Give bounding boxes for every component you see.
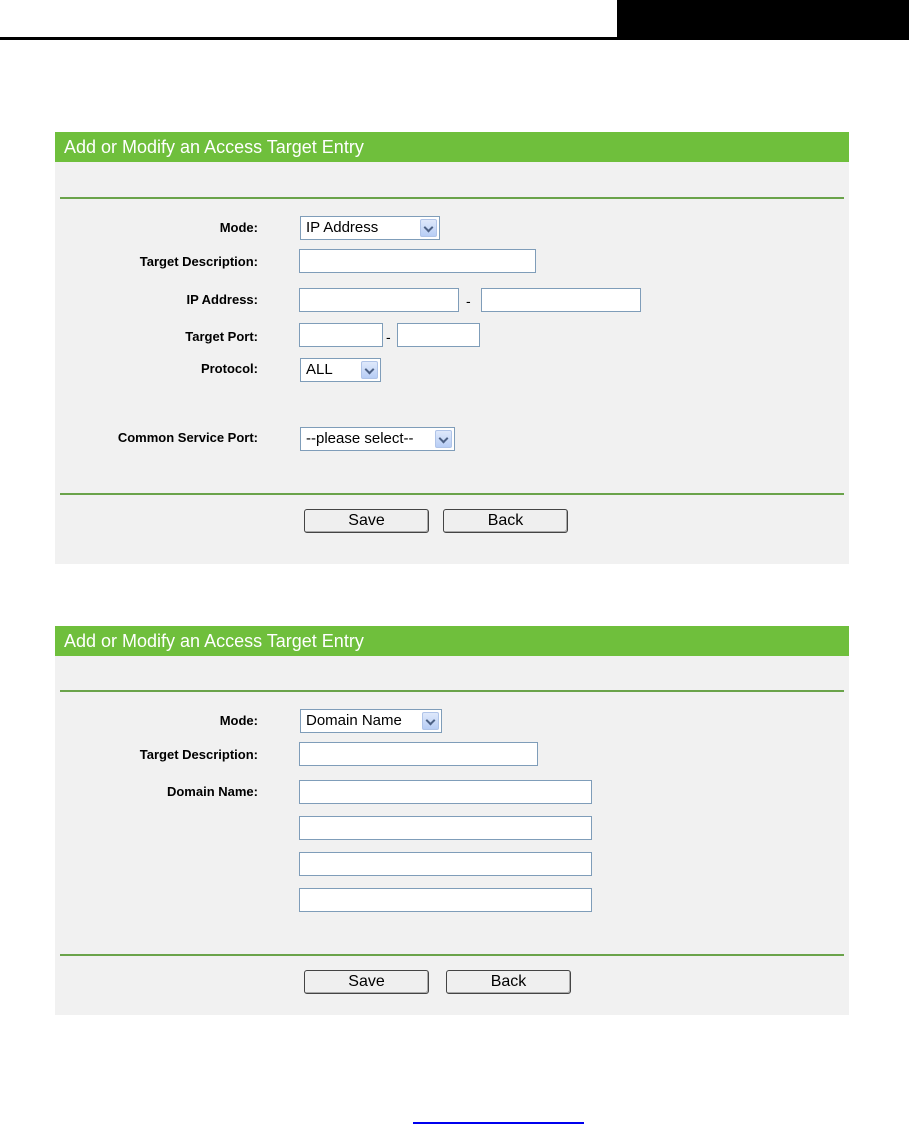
mode-select-value: Domain Name: [306, 712, 402, 729]
target-port-end-input[interactable]: [397, 323, 480, 347]
protocol-label: Protocol:: [200, 361, 258, 376]
ip-address-end-input[interactable]: [481, 288, 641, 312]
save-button[interactable]: Save: [304, 970, 429, 994]
chevron-down-icon: [435, 430, 452, 448]
target-port-label: Target Port:: [185, 329, 258, 344]
mode-label: Mode:: [219, 220, 258, 235]
protocol-select[interactable]: [300, 358, 381, 382]
mode-select-value: IP Address: [306, 219, 379, 236]
domain-name-input-3[interactable]: [299, 852, 592, 876]
domain-name-input-4[interactable]: [299, 888, 592, 912]
divider-bottom: [60, 493, 844, 495]
panel-title: Add or Modify an Access Target Entry: [55, 132, 849, 162]
protocol-select-value: ALL: [306, 361, 333, 378]
domain-name-label: Domain Name:: [166, 784, 258, 799]
chevron-down-icon: [361, 361, 378, 379]
save-button[interactable]: Save: [304, 509, 429, 533]
ip-range-separator: -: [466, 293, 471, 309]
ip-address-start-input[interactable]: [299, 288, 459, 312]
port-range-separator: -: [386, 329, 391, 345]
target-description-input[interactable]: [299, 742, 538, 766]
footer-link-underline[interactable]: [413, 1122, 584, 1124]
chevron-down-icon: [420, 219, 437, 237]
access-target-panel-domain: [55, 626, 849, 1015]
mode-label: Mode:: [219, 713, 258, 728]
chevron-down-icon: [422, 712, 439, 730]
mode-select[interactable]: [300, 216, 440, 240]
common-service-port-value: --please select--: [306, 430, 414, 447]
target-description-input[interactable]: [299, 249, 536, 273]
domain-name-input-2[interactable]: [299, 816, 592, 840]
divider-bottom: [60, 954, 844, 956]
divider-top: [60, 197, 844, 199]
common-service-port-select[interactable]: [300, 427, 455, 451]
ip-address-label: IP Address:: [186, 292, 258, 307]
header-rule: [0, 37, 617, 40]
target-description-label: Target Description:: [139, 747, 258, 762]
mode-select[interactable]: [300, 709, 442, 733]
target-description-label: Target Description:: [139, 254, 258, 269]
divider-top: [60, 690, 844, 692]
panel-title: Add or Modify an Access Target Entry: [55, 626, 849, 656]
header-block: [617, 0, 909, 40]
common-service-port-label: Common Service Port:: [117, 430, 258, 445]
target-port-start-input[interactable]: [299, 323, 383, 347]
access-target-panel-ip: [55, 132, 849, 564]
back-button[interactable]: Back: [446, 970, 571, 994]
back-button[interactable]: Back: [443, 509, 568, 533]
domain-name-input-1[interactable]: [299, 780, 592, 804]
